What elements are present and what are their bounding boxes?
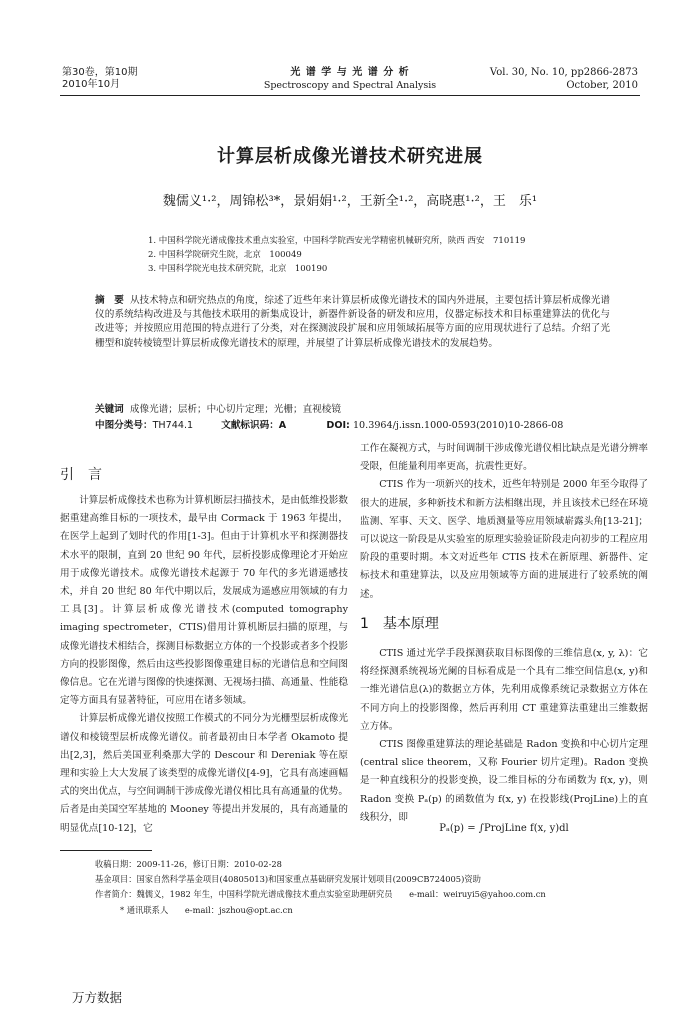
abstract (95, 294, 610, 351)
abstract-label: 摘 要 (95, 295, 124, 306)
doi-value: 10.3964/j.issn.1000-0593(2010)10-2866-08 (352, 420, 564, 431)
header-journal-en: Spectroscopy and Spectral Analysis (263, 80, 437, 91)
keywords-label: 关键词 (95, 404, 124, 415)
abstract-text: 从技术特点和研究热点的角度，综述了近些年来计算层析成像光谱技术的国内外进展，主要包括计算层析成像光谱仪的系统结构改进及与其他技术联用的新集成设计，新器件新设备的研发和应用，仪器定标技术和目标重建算法的优化与改进等；并按照应用范围的特点进行了分类，对在探测波段扩展和应用领域拓展等方面的应用现状进行了总结。介绍了光栅型和旋转棱镜型计算层析成像光谱技术的原理，并展望了计算层析成像光谱技术的发展趋势。 (95, 295, 611, 349)
right-column-body (360, 645, 648, 827)
header-date-en: October, 2010 (566, 80, 638, 91)
intro-paragraph-2: 计算层析成像光谱仪按照工作模式的不同分为光栅型层析成像光谱仪和棱镜型层析成像光谱仪。前者最初由日本学者 Okamoto 提出[2,3]，然后美国亚利桑那大学的 Descour 和 Dereniak 等在原理和实验上大大发展了该类型的成像光谱仪[4-9]，它具有高速画幅式的突出优点，与空间调制干涉成像光谱仪相比具有高通量的优势。后者是由美国空军基地的 Mooney 等提出并发展的，具有高通量的明显优点[10-12]，它 (60, 713, 348, 834)
intro-body (60, 492, 348, 838)
right-paragraph-2: CTIS 作为一项新兴的技术，近些年特别是 2000 年至今取得了很大的进展，多种新技术和新方法相继出现，并且该技术已经在环境监测、军事、天文、医学、地质测量等应用领域崭露头角[13-21]；可以说这一阶段是从实验室的原理实验验证阶段走向初步的工程应用阶段的重要时期。本文对近些年 CTIS 技术在新原理、新器件、定标技术和重建算法，以及应用领域等方面的进展进行了较系统的阐述。 (360, 479, 648, 600)
classification-line (95, 417, 563, 431)
footnote-corresponding: * 通讯联系人 e-mail：jszhou@opt.ac.cn (120, 905, 293, 915)
paper-title: 计算层析成像光谱技术研究进展 (217, 146, 483, 167)
right-paragraph-3: CTIS 通过光学手段探测获取目标图像的三维信息(x, y, λ)：它将经探测系统视场光阑的目标看成是一个具有二维空间信息(x, y)和一维光谱信息(λ)的数据立方体，先利用成像系统记录数据立方体在不同方向上的投影图像，然后再利用 CT 重建算法重建出三维数据立方体。 (360, 648, 648, 732)
footnote-author-bio: 作者简介：魏儒义，1982 年生，中国科学院光谱成像技术重点实验室助理研究员 e-mail：weiruyi5@yahoo.com.cn (95, 889, 546, 899)
affiliation-3: 3. 中国科学院光电技术研究院，北京 100190 (148, 264, 328, 274)
doi-label: DOI: (326, 420, 350, 431)
affiliation-2: 2. 中国科学院研究生院，北京 100049 (148, 250, 302, 260)
right-column-top (360, 440, 648, 604)
footnote-funding: 基金项目：国家自然科学基金项目(40805013)和国家重点基础研究发展计划项目(2009CB724005)资助 (95, 874, 481, 884)
clc-label: 中图分类号： (95, 420, 153, 431)
right-paragraph-1: 工作在凝视方式，与时间调制干涉成像光谱仪相比缺点是光谱分辨率受限，但能量利用率更高，抗震性更好。 (360, 443, 648, 473)
clc-value: TH744.1 (152, 420, 194, 431)
header-volume-zh: 第30卷，第10期 (62, 67, 138, 78)
affiliation-1: 1. 中国科学院光谱成像技术重点实验室，中国科学院西安光学精密机械研究所，陕西 西安 710119 (148, 236, 526, 246)
keywords (95, 401, 341, 415)
keywords-text: 成像光谱；层析；中心切片定理；光栅；直视棱镜 (129, 404, 341, 415)
header-journal-zh: 光 谱 学 与 光 谱 分 析 (290, 67, 410, 78)
section-1-heading: 1 基本原理 (360, 616, 439, 632)
header-date-zh: 2010年10月 (62, 79, 121, 90)
intro-paragraph-1: 计算层析成像技术也称为计算机断层扫描技术，是由低维投影数据重建高维目标的一项技术，最早由 Cormack 于 1963 年提出，在医学上起到了划时代的作用[1-3]。但由于计算机水平和探测器技术水平的限制，直到 20 世纪 90 年代，层析投影成像理论才开始应用于成像光谱技术。成像光谱技术起源于 70 年代的多光谱遥感技术，并自 20 世纪 80 年代中期以后，发展成为遥感应用领域的有力工具[3]。计算层析成像光谱技术(computed tomography imaging spectrometer，CTIS)借用计算机断层扫描的原理，与成像光谱技术相结合，探测目标数据立方体的一个投影或者多个投影方向的投影图像，然后由这些投影图像重建目标的光谱信息和空间图像信息。它在光谱与图像的快速探测、无视场扫描、高通量、性能稳定等方面具有显著特征，可应用在诸多领域。 (60, 495, 348, 707)
footnote-received: 收稿日期：2009-11-26，修订日期：2010-02-28 (95, 859, 282, 869)
header-volume-en: Vol. 30, No. 10, pp2866-2873 (489, 67, 638, 78)
wanfang-watermark: 万方数据 (72, 990, 123, 1005)
intro-heading: 引 言 (60, 467, 102, 483)
doc-code-value: A (278, 420, 287, 431)
radon-equation: Pₐ(p) = ∫ProjLine f(x, y)dl (439, 823, 569, 834)
footnote-rule (60, 850, 152, 851)
header-rule (60, 95, 640, 96)
right-paragraph-4: CTIS 图像重建算法的理论基础是 Radon 变换和中心切片定理(central slice theorem，又称 Fourier 切片定理)。Radon 变换是一种直线积分的投影变换，设二维目标的分布函数为 f(x, y)，则 Radon 变换 Pₐ(p) 的函数值为 f(x, y) 在投影线(ProjLine)上的直线积分，即 (360, 739, 648, 823)
doc-code-label: 文献标识码： (221, 420, 279, 431)
author-list: 魏儒义¹·²，周锦松³*，景娟娟¹·²，王新全¹·²，高晓惠¹·²，王 乐¹ (162, 194, 538, 209)
